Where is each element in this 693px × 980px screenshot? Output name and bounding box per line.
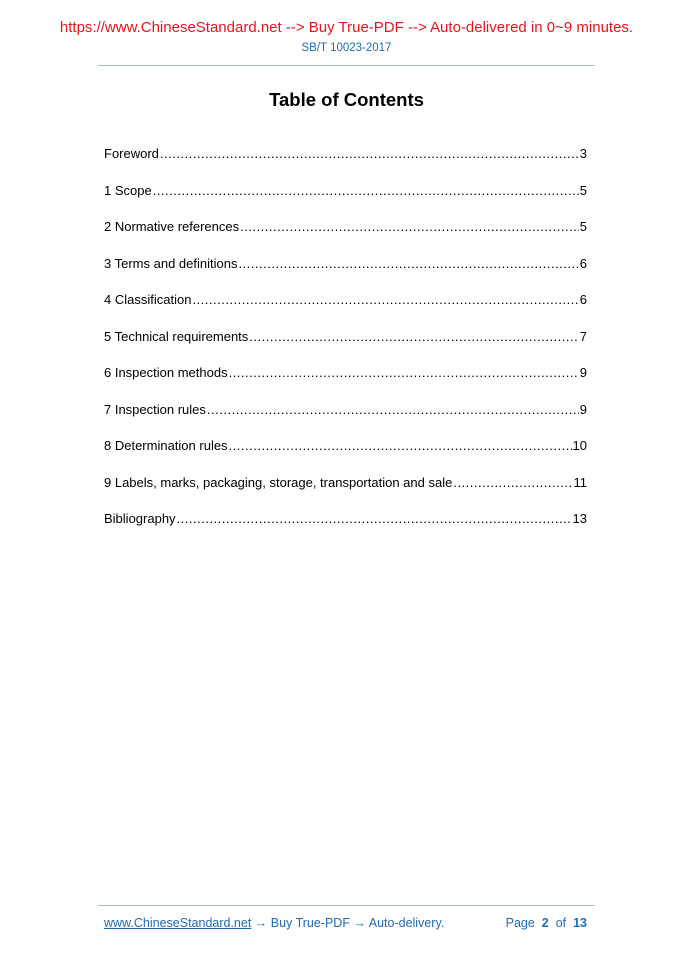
toc-leader-dots <box>192 292 578 308</box>
toc-entry-page: 6 <box>579 292 587 307</box>
toc-entry-foreword[interactable] <box>104 146 587 183</box>
toc-entry-page: 9 <box>579 365 587 380</box>
toc-leader-dots <box>229 365 579 381</box>
toc-entry-page: 11 <box>573 474 587 490</box>
toc-entry-label: 5 Technical requirements <box>104 328 249 344</box>
toc-entry-page: 5 <box>579 219 587 234</box>
footer-divider <box>98 905 595 906</box>
toc-leader-dots <box>207 402 579 418</box>
toc-entry-label: 7 Inspection rules <box>104 401 206 417</box>
toc-entry-normative-references[interactable] <box>104 219 587 256</box>
header-divider <box>98 65 595 66</box>
toc-entry-label: 8 Determination rules <box>104 438 228 453</box>
toc-entry-inspection-rules[interactable] <box>104 402 587 439</box>
footer-delivery-text: Auto-delivery. <box>368 916 445 930</box>
toc-list <box>104 146 587 548</box>
header-banner[interactable]: https://www.ChineseStandard.net --> Buy True-PDF --> Auto-delivered in 0~9 minutes. <box>59 19 634 36</box>
toc-leader-dots <box>453 475 572 491</box>
toc-entry-label: Foreword <box>104 146 159 161</box>
toc-entry-technical-requirements[interactable] <box>104 329 587 366</box>
toc-entry-label: 9 Labels, marks, packaging, storage, transportation and sale <box>104 474 453 490</box>
toc-leader-dots <box>177 511 572 527</box>
toc-entry-label: 4 Classification <box>104 292 192 307</box>
arrow-right-icon: → <box>353 916 366 930</box>
toc-leader-dots <box>153 183 579 199</box>
toc-entry-label: 3 Terms and definitions <box>104 255 238 271</box>
footer-site-link[interactable]: www.ChineseStandard.net <box>104 916 252 930</box>
toc-entry-page: 6 <box>579 255 587 271</box>
toc-leader-dots <box>238 256 578 272</box>
toc-entry-scope[interactable] <box>104 183 587 220</box>
document-code: SB/T 10023-2017 <box>301 42 392 54</box>
toc-entry-labels-marks-packaging[interactable] <box>104 475 587 512</box>
page-label: Page <box>505 916 535 930</box>
toc-entry-terms-and-definitions[interactable] <box>104 256 587 293</box>
toc-entry-page: 3 <box>579 146 587 161</box>
toc-entry-label: 1 Scope <box>104 182 152 198</box>
of-label: of <box>555 916 567 930</box>
toc-leader-dots <box>249 329 578 345</box>
toc-entry-bibliography[interactable] <box>104 511 587 548</box>
arrow-right-icon: → <box>254 916 268 930</box>
footer-promo <box>104 916 444 930</box>
toc-entry-label: 2 Normative references <box>104 219 240 234</box>
toc-entry-label: 6 Inspection methods <box>104 365 228 380</box>
toc-entry-page: 13 <box>572 511 587 526</box>
footer-buy-text: Buy True-PDF <box>270 916 350 930</box>
page-current: 2 <box>541 916 549 930</box>
page-indicator <box>506 916 587 930</box>
toc-entry-page: 7 <box>579 328 587 344</box>
toc-leader-dots <box>240 219 579 235</box>
toc-leader-dots <box>160 146 579 162</box>
toc-leader-dots <box>229 438 572 454</box>
toc-entry-inspection-methods[interactable] <box>104 365 587 402</box>
toc-entry-page: 10 <box>572 438 587 453</box>
toc-entry-classification[interactable] <box>104 292 587 329</box>
page-total: 13 <box>573 916 587 930</box>
page-title: Table of Contents <box>269 89 424 110</box>
toc-entry-page: 9 <box>579 401 587 417</box>
page-footer <box>104 916 587 932</box>
toc-entry-determination-rules[interactable] <box>104 438 587 475</box>
toc-entry-page: 5 <box>579 182 587 198</box>
toc-entry-label: Bibliography <box>104 511 176 526</box>
